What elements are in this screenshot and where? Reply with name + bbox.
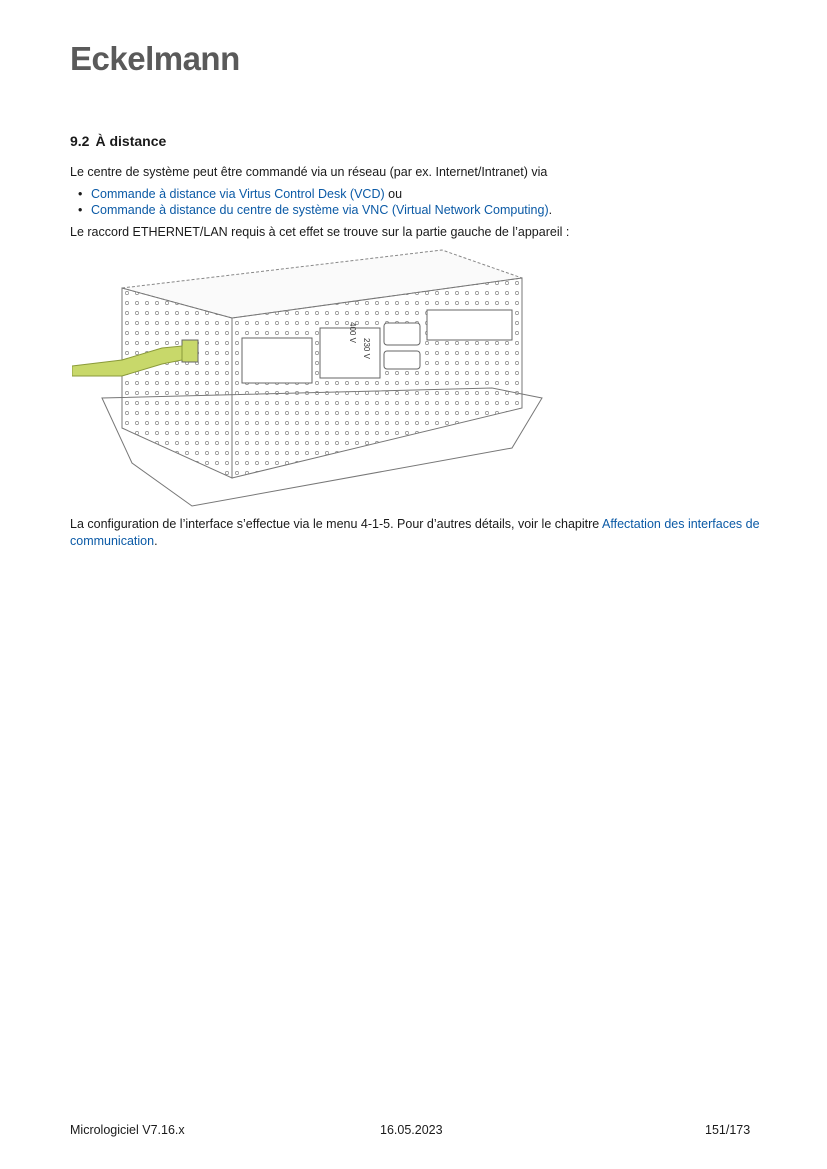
section-title: À distance: [95, 133, 167, 149]
config-suffix: .: [154, 534, 158, 548]
intro-paragraph: Le centre de système peut être commandé via un réseau (par ex. Internet/Intranet) via: [70, 165, 548, 179]
list-item: [78, 186, 552, 202]
section-heading: [70, 133, 166, 149]
voltage-label-230v: 230 V: [362, 338, 371, 359]
footer-date: 16.05.2023: [380, 1123, 443, 1137]
company-logo: Eckelmann: [70, 40, 240, 77]
ethernet-note: Le raccord ETHERNET/LAN requis à cet effet se trouve sur la partie gauche de l’appareil :: [70, 225, 570, 239]
bullet-icon: •: [78, 187, 83, 201]
config-paragraph: [70, 516, 760, 550]
list-item-suffix: ou: [384, 187, 403, 201]
bullet-icon: •: [78, 203, 83, 217]
vnc-link[interactable]: Commande à distance du centre de système via VNC (Virtual Network Computing): [91, 203, 549, 217]
voltage-label-400v: 400 V: [348, 322, 357, 343]
list-item-suffix: .: [548, 203, 553, 217]
section-number: 9.2: [70, 133, 90, 149]
remote-options-list: [78, 186, 552, 218]
vcd-link[interactable]: Commande à distance via Virtus Control Desk (VCD): [91, 187, 385, 201]
footer-firmware: Micrologiciel V7.16.x: [70, 1123, 185, 1137]
footer-page-number: 151/173: [705, 1123, 751, 1137]
interfaces-link[interactable]: Affectation des interfaces de communication: [70, 517, 760, 548]
device-illustration: [72, 248, 552, 510]
config-text: La configuration de l’interface s’effectue via le menu 4-1-5. Pour d’autres détails, voir le chapitre: [70, 517, 603, 531]
list-item: [78, 202, 552, 218]
